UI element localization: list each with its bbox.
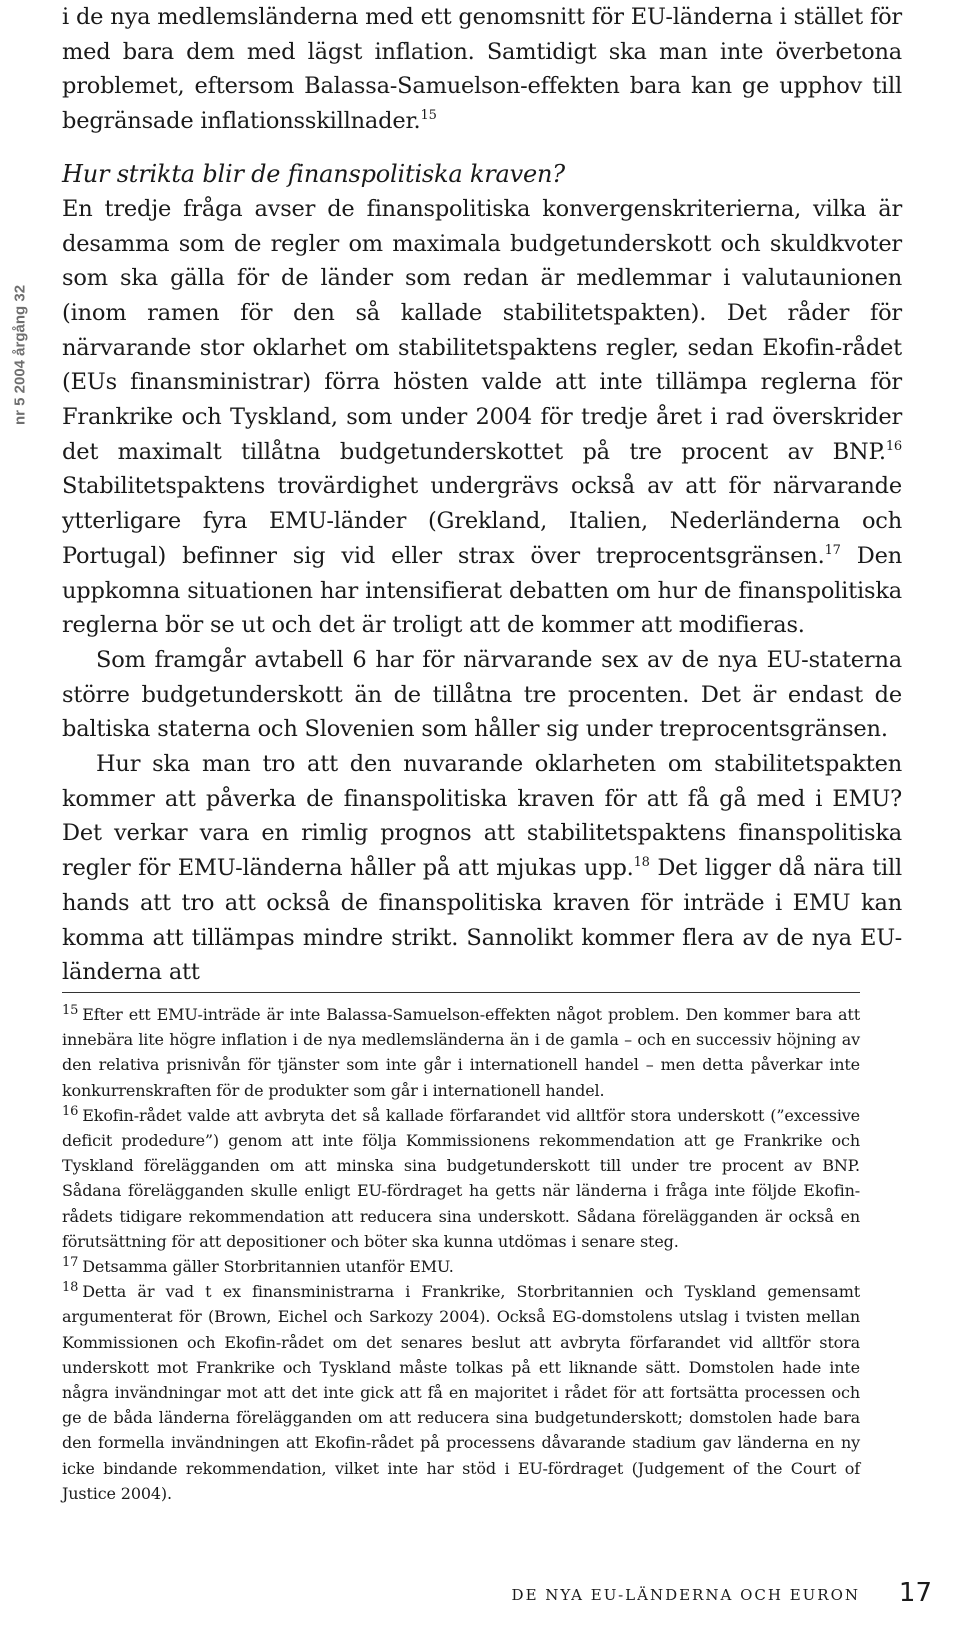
page-number: 17 bbox=[898, 1578, 932, 1608]
footnote-ref-17[interactable]: 17 bbox=[824, 542, 841, 558]
footnotes bbox=[62, 1002, 860, 1506]
paragraph-2: Som framgår avtabell 6 har för närvarande sex av de nya EU-staterna större budgetunderskott än de tillåtna tre procenten. Det är endast de baltiska staterna och Slovenien som håller sig under treprocentsgränsen. bbox=[62, 646, 902, 743]
section-heading: Hur strikta blir de finanspolitiska kraven? bbox=[62, 159, 565, 188]
journal-issue-label bbox=[8, 250, 32, 460]
running-footer: DE NYA EU-LÄNDERNA OCH EURON bbox=[511, 1586, 860, 1604]
paragraph-1: En tredje fråga avser de finanspolitiska konvergenskriterierna, vilka är desamma som de regler om maximala budgetunderskott och skuldkvoter som ska gälla för de länder som redan är medlemmar i valutaunionen (inom ramen för den så kallade stabilitetspakten). Det råder för närvarande stor oklarhet om stabilitetspaktens regler, sedan Ekofin-rådet (EUs finansministrar) förra hösten valde att inte tillämpa reglerna för Frankrike och Tyskland, som under 2004 för tredje året i rad överskrider det maximalt tillåtna budgetunderskottet på tre procent av BNP.$^{16}$ Stabilitetspaktens trovärdighet undergrävs också av att för närvarande ytterligare fyra EMU-länder (Grekland, Italien, Nederländerna och Portugal) befinner sig vid eller strax över treprocentsgränsen.$^{17}$ Den uppkomna situationen har intensifierat debatten om hur de finanspolitiska reglerna bör se ut och det är troligt att de kommer att modifieras. bbox=[62, 195, 902, 639]
footnote-divider bbox=[62, 992, 860, 993]
footnote-15: $^{15}$ Efter ett EMU-inträde är inte Balassa-Samuelson-effekten något problem. Den kommer bara att innebära lite högre inflation i de nya medlemsländerna än i de gamla – och en successiv höjning av den relativa prisnivån för tjänster som inte går i internationell handel – men detta påverkar inte konkurrenskraften för de produkter som går i internationell handel. bbox=[62, 1003, 860, 1100]
intro-paragraph: i de nya medlemsländerna med ett genomsnitt för EU-länderna i stället för med bara dem med lägst inflation. Samtidigt ska man inte överbetona problemet, eftersom Balassa-Samuelson-effekten bara kan ge upphov till begränsade inflationsskillnader.$^{15}$ bbox=[62, 4, 902, 135]
footnote-18: $^{18}$ Detta är vad t ex finansministrarna i Frankrike, Storbritannien och Tyskland gemensamt argumenterat för (Brown, Eichel och Sarkozy 2004). Också EG-domstolens utslag i tvisten mellan Kommissionen och Ekofin-rådet om det senares beslut att avbryta förfarandet vid alltför stora underskott mot Frankrike och Tyskland måste tolkas på ett liknande sätt. Domstolen hade inte några invändningar mot att det inte gick att få en majoritet i rådet för att fortsätta processen och ge de båda länderna förelägganden om att reducera sina budgetunderskott; domstolen hade bara den formella invändningen att Ekofin-rådet på processens dåvarande stadium gav länderna en ny icke bindande rekommendation, vilket inte har stöd i EU-fördraget (Judgement of the Court of Justice 2004). bbox=[62, 1280, 860, 1503]
journal-issue-text: nr 5 2004 årgång 32 bbox=[11, 284, 29, 426]
footnote-ref-15[interactable]: 15 bbox=[420, 108, 437, 124]
footnote-number: 17 bbox=[62, 1255, 79, 1271]
footnote-17: $^{17}$ Detsamma gäller Storbritannien utanför EMU. bbox=[62, 1255, 454, 1277]
footnote-ref-18[interactable]: 18 bbox=[633, 855, 650, 871]
footnote-ref-16[interactable]: 16 bbox=[885, 438, 902, 454]
paragraph-3: Hur ska man tro att den nuvarande oklarheten om stabilitetspakten kommer att påverka de finanspolitiska kraven för att få gå med i EMU? Det verkar vara en rimlig prognos att stabilitetspaktens finanspolitiska regler för EMU-länderna håller på att mjukas upp.$^{18}$ Det ligger då nära till hands att tro att också de finanspolitiska kraven för inträde i EMU kan komma att tillämpas mindre strikt. Sannolikt kommer flera av de nya EU-länderna att bbox=[62, 751, 903, 986]
footnote-number: 18 bbox=[62, 1280, 79, 1296]
footnote-number: 15 bbox=[62, 1003, 79, 1018]
body-text bbox=[62, 0, 902, 990]
footnote-16: $^{16}$ Ekofin-rådet valde att avbryta det så kallade förfarandet vid alltför stora underskott (”excessive deficit prodedure”) genom att inte följa Kommissionens rekommendation att ge Frankrike och Tyskland förelägganden om att minska sina budgetunderskott till under tre procent av BNP. Sådana förelägganden skulle enligt EU-fördraget ha getts när länderna i fråga inte följde Ekofin-rådets tidigare rekommendation att reducera sina underskott. Sådana förelägganden är också en förutsättning för att depositioner och böter ska kunna utdömas i senare steg. bbox=[62, 1103, 860, 1251]
footnote-number: 16 bbox=[62, 1103, 79, 1119]
